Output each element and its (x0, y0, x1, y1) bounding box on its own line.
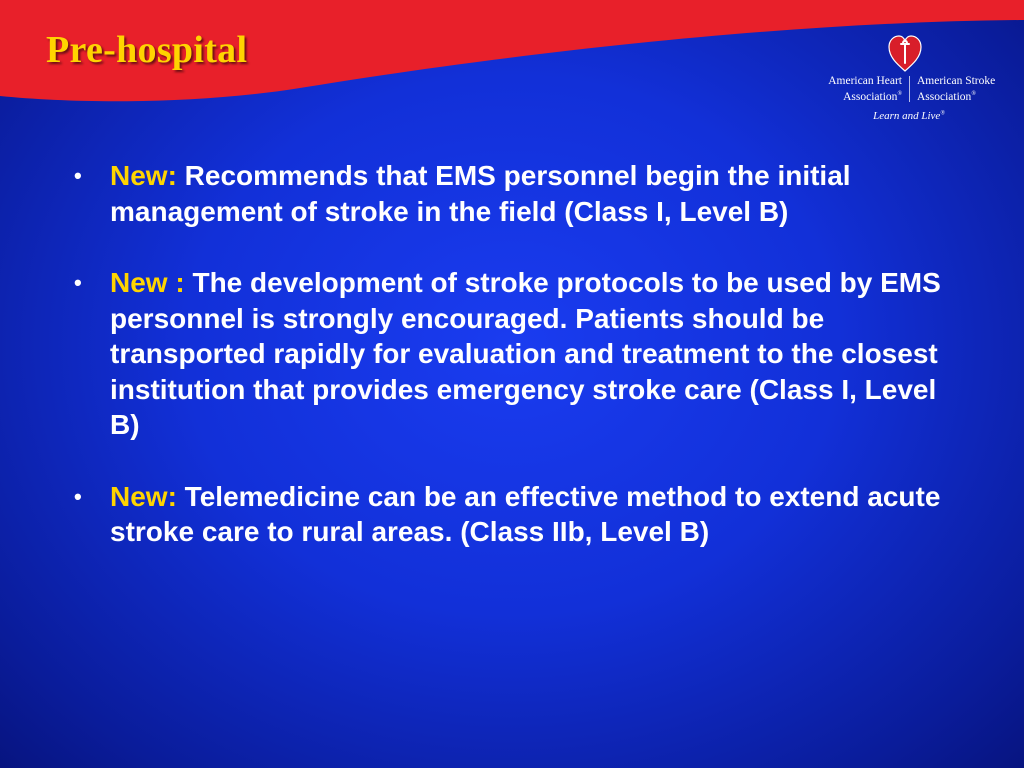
tagline-trademark: ® (940, 110, 945, 117)
asa-trademark: ® (971, 91, 976, 97)
bullet-item (70, 479, 960, 550)
bullet-text: Recommends that EMS personnel begin the initial management of stroke in the field (Class I, Level B) (110, 160, 851, 227)
aha-line1: American Heart (828, 75, 902, 87)
new-tag: New: (110, 480, 177, 512)
bullet-text: The development of stroke protocols to be used by EMS personnel is strongly encouraged. Patients should be transported rapidly for evaluation and treatment to the closest institution that provides emergency stroke care (Class I, Level B) (110, 267, 941, 440)
bullet-item (70, 158, 960, 229)
bullet-marker: • (74, 163, 82, 188)
heart-torch-icon (888, 34, 922, 72)
asa-wordmark (917, 75, 1017, 104)
bullet-list (70, 158, 960, 586)
bullet-item (70, 265, 960, 443)
asa-line1: American Stroke (917, 75, 996, 87)
bullet-marker: • (74, 270, 82, 295)
aha-asa-logo (806, 34, 1012, 126)
tagline-text: Learn and Live (873, 110, 941, 122)
aha-trademark: ® (897, 91, 902, 97)
slide-title: Pre-hospital (46, 29, 248, 71)
bullet-marker: • (74, 483, 82, 509)
logo-tagline (806, 110, 1012, 122)
asa-line2: Association (917, 90, 972, 103)
logo-divider (909, 76, 910, 102)
aha-wordmark (806, 75, 902, 104)
new-tag: New : (110, 267, 185, 298)
aha-line2: Association (843, 90, 898, 103)
bullet-text: Telemedicine can be an effective method to extend acute stroke care to rural areas. (Class IIb, Level B) (110, 480, 941, 547)
new-tag: New: (110, 160, 177, 191)
